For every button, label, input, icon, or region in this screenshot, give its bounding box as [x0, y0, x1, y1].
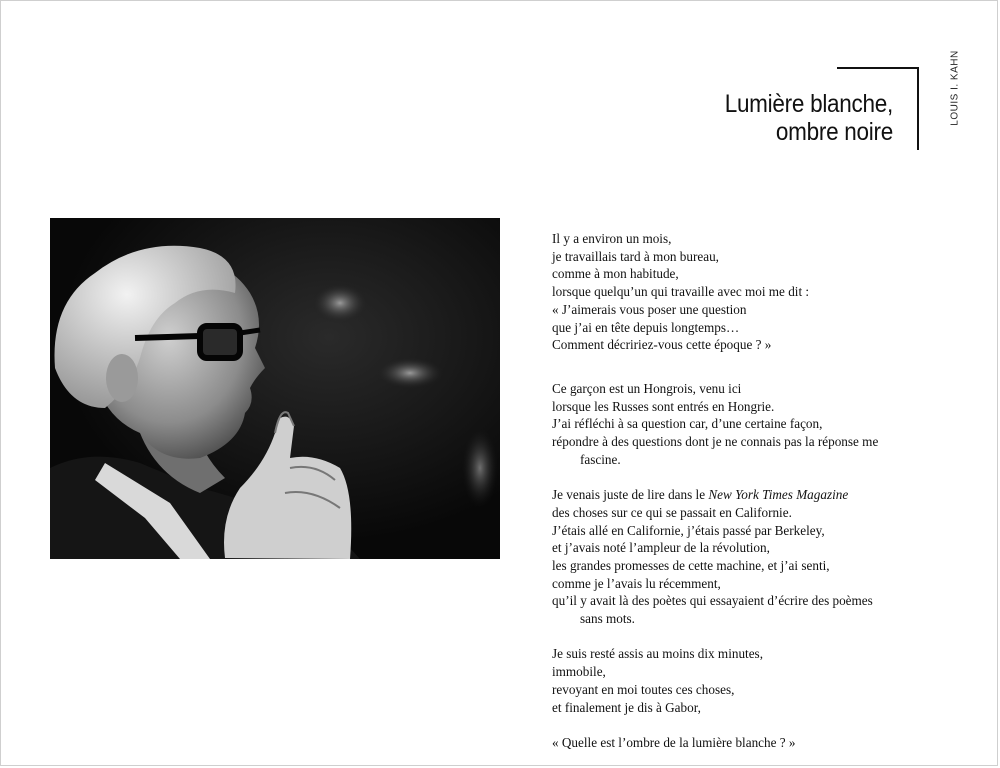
stanza-2	[552, 380, 922, 469]
chapter-title	[725, 90, 893, 146]
poem-line: J’ai réfléchi à sa question car, d’une certaine façon,	[552, 416, 823, 432]
author-running-head	[943, 48, 967, 128]
poem-line: sans mots.	[580, 611, 635, 627]
poem-line: que j’ai en tête depuis longtemps…	[552, 319, 740, 335]
stanza-3	[552, 486, 922, 628]
poem-line: comme je l’avais lu récemment,	[552, 575, 721, 591]
portrait-illustration	[50, 218, 500, 559]
stanza-4	[552, 645, 922, 716]
author-name: LOUIS I. KAHN	[949, 50, 961, 126]
poem-line: répondre à des questions dont je ne connais pas la réponse me	[552, 434, 879, 450]
title-rule-right	[917, 67, 919, 150]
closing-question: « Quelle est l’ombre de la lumière blanche ? »	[552, 734, 796, 750]
poem-line: J’étais allé en Californie, j’étais passé par Berkeley,	[552, 522, 825, 538]
poem-line: Je suis resté assis au moins dix minutes,	[552, 646, 763, 662]
poem-line: lorsque les Russes sont entrés en Hongrie.	[552, 398, 775, 414]
stanza-1	[552, 230, 922, 354]
poem-line: lorsque quelqu’un qui travaille avec moi me dit :	[552, 284, 810, 300]
poem-line	[552, 486, 922, 504]
poem-text	[552, 230, 922, 752]
title-rule-top	[837, 67, 919, 69]
poem-line: « J’aimerais vous poser une question	[552, 301, 747, 317]
poem-line: je travaillais tard à mon bureau,	[552, 248, 719, 264]
poem-line: fascine.	[580, 451, 621, 467]
poem-line: revoyant en moi toutes ces choses,	[552, 681, 735, 697]
poem-line: immobile,	[552, 664, 606, 680]
poem-line: les grandes promesses de cette machine, et j’ai senti,	[552, 557, 830, 573]
poem-line: Ce garçon est un Hongrois, venu ici	[552, 380, 742, 396]
poem-line-text: Je venais juste de lire dans le	[552, 487, 709, 503]
poem-line: comme à mon habitude,	[552, 266, 679, 282]
title-line-2: ombre noire	[775, 118, 893, 146]
poem-line: des choses sur ce qui se passait en Californie.	[552, 504, 792, 520]
poem-line: Comment décririez-vous cette époque ? »	[552, 337, 772, 353]
title-line-1: Lumière blanche,	[724, 90, 893, 118]
magazine-title: New York Times Magazine	[708, 487, 849, 503]
poem-line: et finalement je dis à Gabor,	[552, 699, 701, 715]
portrait-photo	[50, 218, 500, 559]
poem-line: et j’avais noté l’ampleur de la révolution,	[552, 540, 770, 556]
poem-line: qu’il y avait là des poètes qui essayaient d’écrire des poèmes	[552, 593, 873, 609]
poem-line: Il y a environ un mois,	[552, 231, 672, 246]
